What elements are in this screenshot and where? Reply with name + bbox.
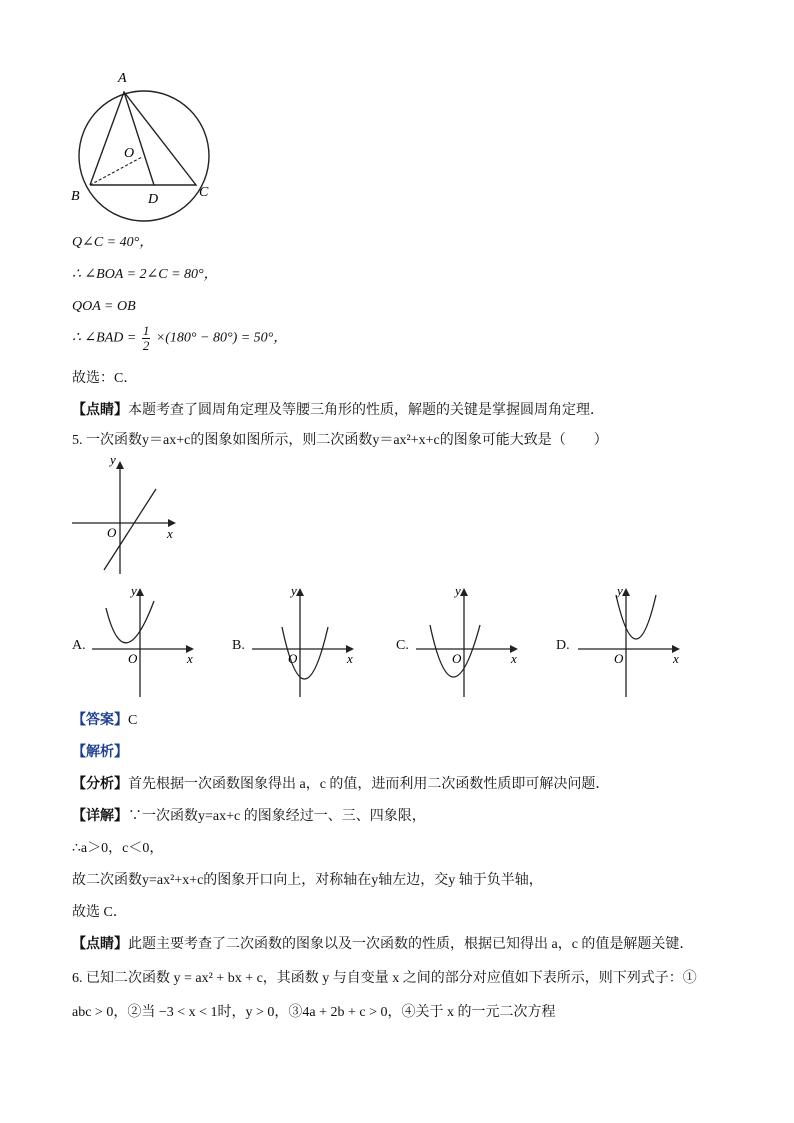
comment-q4-text: 本题考查了圆周角定理及等腰三角形的性质，解题的关键是掌握圆周角定理． (128, 403, 604, 418)
label-B: B (71, 189, 80, 204)
circle-triangle-figure (60, 62, 220, 222)
fraction-one-half (142, 324, 151, 353)
proof-line-4-prefix: ∴ ∠BAD = (72, 330, 137, 346)
option-c-x-label: x (511, 651, 517, 666)
option-c-letter: C. (396, 638, 409, 653)
proof-line-4 (72, 324, 287, 353)
label-O: O (124, 146, 135, 161)
comment-q5-tag: 【点睛】 (72, 937, 128, 952)
ac-conclusion: ∴a＞0，c＜0， (72, 841, 164, 856)
comment-q4-tag: 【点睛】 (72, 403, 128, 418)
label-A: A (118, 71, 127, 86)
option-b-y-label: y (291, 583, 297, 598)
option-a-origin: O (128, 651, 138, 666)
option-d-x-label: x (673, 651, 679, 666)
label-D: D (148, 192, 159, 207)
option-a-graph (88, 583, 208, 699)
fenxi (72, 776, 609, 794)
comment-q5-text: 此题主要考查了二次函数的图象以及一次函数的性质，根据已知得出 a，c 的值是解题关键． (128, 937, 694, 952)
parabola-conclusion: 故二次函数y=ax²+x+c的图象开口向上，对称轴在y轴左边，交y 轴于负半轴， (72, 873, 543, 888)
option-c-graph (412, 583, 532, 699)
proof-line-1: Q∠C = 40°， (72, 235, 154, 250)
option-a-y-label: y (131, 583, 137, 598)
xiangjie (72, 808, 426, 826)
option-d-letter: D. (556, 638, 570, 653)
fraction-numerator: 1 (142, 323, 150, 338)
option-d-origin: O (614, 651, 624, 666)
option-d-y-label: y (617, 583, 623, 598)
question-5: 5. 一次函数y＝ax+c的图象如图所示，则二次函数y＝ax²+x+c的图象可能大致是（ ） (72, 433, 608, 448)
proof-line-3: QOA = OB (72, 299, 136, 314)
linear-function-graph (68, 456, 188, 578)
comment-q5 (72, 936, 693, 954)
answer (72, 712, 137, 730)
q5-choice: 故选 C． (72, 905, 127, 920)
answer-value: C (128, 713, 138, 728)
option-b-origin: O (288, 651, 298, 666)
fenxi-tag: 【分析】 (72, 777, 128, 792)
answer-tag: 【答案】 (72, 713, 128, 728)
analysis-tag: 【解析】 (72, 745, 128, 760)
option-c-y-label: y (455, 583, 461, 598)
question-6-line-2: abc > 0，②当 −3 < x < 1时，y > 0，③4a + 2b + c > 0，④关于 x 的一元二次方程 (72, 1005, 556, 1020)
xiangjie-tag: 【详解】 (72, 809, 128, 824)
option-b-graph (248, 583, 368, 699)
option-a-letter: A. (72, 638, 86, 653)
question-6-line-1: 6. 已知二次函数 y = ax² + bx + c，其函数 y 与自变量 x 之间的部分对应值如下表所示，则下列式子：① (72, 971, 697, 986)
xiangjie-text: ∵一次函数y=ax+c 的图象经过一、三、四象限， (128, 809, 426, 824)
fraction-denominator: 2 (142, 338, 150, 353)
option-b-x-label: x (347, 651, 353, 666)
option-c-origin: O (452, 651, 462, 666)
line-graph-y-label: y (110, 456, 116, 467)
proof-line-4-suffix: ×(180° − 80°) = 50°， (155, 330, 288, 346)
comment-q4 (72, 402, 604, 420)
proof-line-2: ∴ ∠BOA = 2∠C = 80°， (72, 267, 218, 282)
line-graph-origin: O (107, 525, 117, 540)
option-b-letter: B. (232, 638, 245, 653)
fenxi-text: 首先根据一次函数图象得出 a，c 的值，进而利用二次函数性质即可解决问题． (128, 777, 610, 792)
proof-line-5: 故选：C． (72, 371, 138, 386)
option-d-graph (574, 583, 694, 699)
option-a-x-label: x (187, 651, 193, 666)
label-C: C (199, 185, 209, 200)
line-graph-x-label: x (167, 526, 173, 541)
